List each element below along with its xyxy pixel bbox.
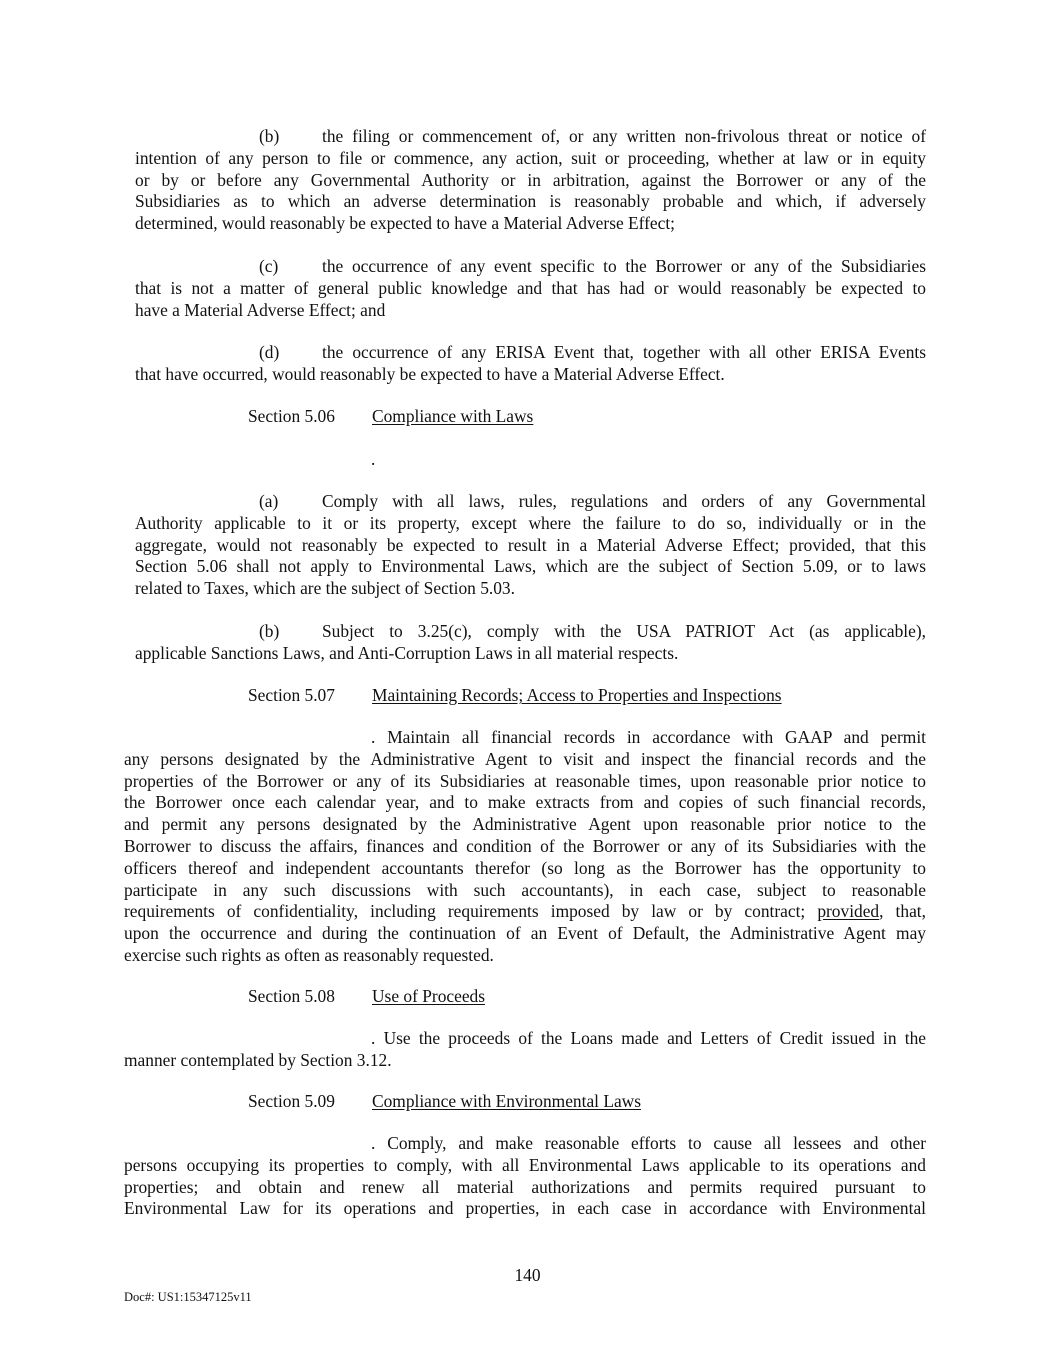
paragraph-line: officers thereof and independent accountants therefor (so long as the Borrower has the opportunity to	[124, 857, 926, 878]
paragraph-line: Environmental Law for its operations and properties, in each case in accordance with Environmental	[124, 1198, 926, 1219]
paragraph-line: the occurrence of any ERISA Event that, together with all other ERISA Events	[322, 342, 926, 362]
paragraph-line: have a Material Adverse Effect; and	[135, 299, 386, 320]
provided-term: provided	[817, 901, 880, 922]
paragraph-c	[135, 256, 926, 321]
section-body-5-08	[124, 1028, 926, 1072]
paragraph-line: manner contemplated by Section 3.12.	[124, 1049, 392, 1070]
paragraph-label: (b)	[259, 621, 280, 641]
paragraph-line: . Use the proceeds of the Loans made and Letters of Credit issued in the	[371, 1028, 926, 1048]
paragraph-line: aggregate, would not reasonably be expected to result in a Material Adverse Effect; provided, that this	[135, 534, 926, 555]
paragraph-line: Subject to 3.25(c), comply with the USA PATRIOT Act (as applicable),	[322, 621, 926, 641]
paragraph-line: Subsidiaries as to which an adverse determination is reasonably probable and which, if adversely	[135, 191, 926, 212]
paragraph-line: and permit any persons designated by the Administrative Agent upon reasonable prior notice to the	[124, 814, 926, 835]
paragraph-label: (a)	[259, 491, 279, 511]
paragraph-line: Borrower to discuss the affairs, finances and condition of the Borrower or any of its Subsidiaries with the	[124, 835, 926, 856]
paragraph-b	[135, 126, 926, 235]
paragraph-d	[135, 342, 926, 386]
paragraph-line: . Comply, and make reasonable efforts to cause all lessees and other	[371, 1133, 926, 1153]
paragraph-line: any persons designated by the Administrative Agent to visit and inspect the financial records and the	[124, 748, 926, 769]
paragraph-line: that have occurred, would reasonably be expected to have a Material Adverse Effect.	[135, 363, 725, 384]
paragraph-line: that is not a matter of general public knowledge and that has had or would reasonably be expected to	[135, 277, 926, 298]
section-heading-5-09	[248, 1091, 641, 1113]
paragraph-line: Authority applicable to it or its property, except where the failure to do so, individually or in the	[135, 512, 926, 533]
paragraph-line: exercise such rights as often as reasonably requested.	[124, 944, 494, 965]
section-title: Maintaining Records; Access to Properties and Inspections	[372, 685, 782, 705]
paragraph-5-06-a	[135, 491, 926, 600]
section-title: Compliance with Laws	[372, 406, 534, 426]
paragraph-line: the filing or commencement of, or any written non-frivolous threat or notice of	[322, 126, 926, 146]
document-id: Doc#: US1:15347125v11	[124, 1290, 252, 1304]
paragraph-line: properties of the Borrower or any of its Subsidiaries at reasonable times, upon reasonable prior notice to	[124, 770, 926, 791]
section-number: Section 5.09	[248, 1091, 335, 1111]
section-number: Section 5.06	[248, 406, 335, 426]
paragraph-line: Section 5.06 shall not apply to Environmental Laws, which are the subject of Section 5.09, or to laws	[135, 556, 926, 577]
paragraph-line: upon the occurrence and during the continuation of an Event of Default, the Administrative Agent may	[124, 923, 926, 944]
section-heading-5-06	[248, 406, 533, 428]
paragraph-line: related to Taxes, which are the subject of Section 5.03.	[135, 578, 515, 599]
paragraph-line: participate in any such discussions with such accountants), in each case, subject to reasonable	[124, 879, 926, 900]
paragraph-line: persons occupying its properties to comply, with all Environmental Laws applicable to its operations and	[124, 1154, 926, 1175]
paragraph-line: the occurrence of any event specific to the Borrower or any of the Subsidiaries	[322, 256, 926, 276]
paragraph-line: . Maintain all financial records in accordance with GAAP and permit	[371, 727, 926, 747]
section-heading-5-08	[248, 986, 485, 1008]
paragraph-label: (c)	[259, 256, 279, 276]
page-number: 140	[514, 1265, 541, 1285]
paragraph-line: the Borrower once each calendar year, and to make extracts from and copies of such financial records,	[124, 792, 926, 813]
paragraph-line: determined, would reasonably be expected to have a Material Adverse Effect;	[135, 213, 676, 234]
section-number: Section 5.07	[248, 685, 335, 705]
paragraph-line: properties; and obtain and renew all material authorizations and permits required pursuant to	[124, 1176, 926, 1197]
section-body-5-09	[124, 1133, 926, 1220]
paragraph-label: (b)	[259, 126, 280, 146]
paragraph-line: or by or before any Governmental Authority or in arbitration, against the Borrower or any of the	[135, 169, 926, 190]
section-title: Use of Proceeds	[372, 986, 486, 1006]
paragraph-line: Comply with all laws, rules, regulations and orders of any Governmental	[322, 491, 926, 511]
paragraph-line: applicable Sanctions Laws, and Anti-Corruption Laws in all material respects.	[135, 642, 679, 663]
section-body-5-07	[124, 727, 926, 967]
paragraph-line: intention of any person to file or commence, any action, suit or proceeding, whether at law or in equity	[135, 147, 926, 168]
paragraph-label: (d)	[259, 342, 280, 362]
section-dot: .	[371, 449, 376, 469]
paragraph-line: requirements of confidentiality, including requirements imposed by law or by contract;	[124, 901, 806, 922]
section-heading-5-07	[248, 685, 782, 707]
section-number: Section 5.08	[248, 986, 335, 1006]
paragraph-5-06-b	[135, 621, 926, 665]
provided-tail: , that,	[879, 901, 926, 922]
section-title: Compliance with Environmental Laws	[372, 1091, 642, 1111]
